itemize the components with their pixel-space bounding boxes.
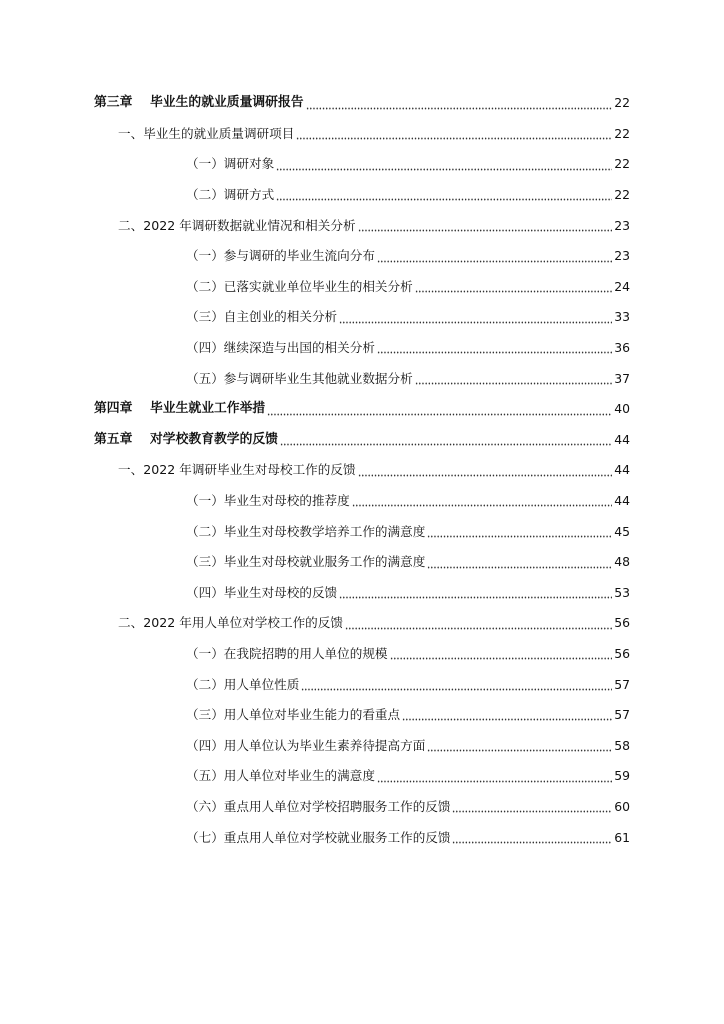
toc-section-entry[interactable] <box>0 608 724 639</box>
toc-dot-leader <box>390 650 613 660</box>
toc-chapter-title: 毕业生的就业质量调研报告 <box>150 95 304 111</box>
toc-page-number: 44 <box>614 493 630 509</box>
toc-chapter-entry[interactable] <box>0 394 724 425</box>
toc-dot-leader <box>427 559 612 569</box>
toc-chapter-title: 对学校教育教学的反馈 <box>150 431 278 447</box>
toc-page-number: 45 <box>614 523 630 539</box>
toc-entry-title: （三）自主创业的相关分析 <box>186 309 338 325</box>
toc-page-number: 56 <box>614 645 630 661</box>
toc-page-number: 44 <box>614 431 630 447</box>
toc-entry-title: （三）毕业生对母校就业服务工作的满意度 <box>186 554 426 570</box>
toc-dot-leader <box>452 803 612 813</box>
toc-subsection-entry[interactable] <box>0 700 724 731</box>
toc-subsection-entry[interactable] <box>0 486 724 517</box>
toc-subsection-entry[interactable] <box>0 149 724 180</box>
toc-subsection-entry[interactable] <box>0 669 724 700</box>
toc-subsection-entry[interactable] <box>0 272 724 303</box>
toc-page-number: 40 <box>614 401 630 417</box>
toc-entry-title: （六）重点用人单位对学校招聘服务工作的反馈 <box>186 798 451 814</box>
toc-page-number: 58 <box>614 737 630 753</box>
toc-entry-title: 一、毕业生的就业质量调研项目 <box>118 125 295 141</box>
toc-page-number: 56 <box>614 615 630 631</box>
toc-dot-leader <box>358 467 613 477</box>
toc-page-number: 23 <box>614 248 630 264</box>
toc-entry-title <box>94 401 265 417</box>
toc-page-number: 59 <box>614 768 630 784</box>
toc-page-number: 57 <box>614 707 630 723</box>
toc-entry-title: （二）用人单位性质 <box>186 676 300 692</box>
toc-page-number: 33 <box>614 309 630 325</box>
toc-dot-leader <box>306 100 613 110</box>
toc-dot-leader <box>352 497 613 507</box>
toc-subsection-entry[interactable] <box>0 792 724 823</box>
toc-entry-title: （四）用人单位认为毕业生素养待提高方面 <box>186 737 426 753</box>
toc-chapter-number: 第四章 <box>94 401 133 417</box>
toc-dot-leader <box>345 620 612 630</box>
toc-subsection-entry[interactable] <box>0 639 724 670</box>
toc-page-number: 57 <box>614 676 630 692</box>
toc-dot-leader <box>415 375 613 385</box>
toc-page-number: 23 <box>614 217 630 233</box>
toc-subsection-entry[interactable] <box>0 516 724 547</box>
toc-subsection-entry[interactable] <box>0 333 724 364</box>
toc-entry-title: 一、2022 年调研毕业生对母校工作的反馈 <box>118 462 356 478</box>
toc-section-entry[interactable] <box>0 119 724 150</box>
toc-subsection-entry[interactable] <box>0 730 724 761</box>
toc-page-number: 22 <box>614 156 630 172</box>
toc-chapter-title: 毕业生就业工作举措 <box>150 401 266 417</box>
toc-subsection-entry[interactable] <box>0 241 724 272</box>
toc-entry-title: （四）继续深造与出国的相关分析 <box>186 340 375 356</box>
toc-dot-leader <box>280 436 612 446</box>
toc-page-number: 44 <box>614 462 630 478</box>
toc-dot-leader <box>339 314 612 324</box>
toc-entry-title: 二、2022 年调研数据就业情况和相关分析 <box>118 217 356 233</box>
table-of-contents <box>0 88 724 853</box>
toc-entry-title: （一）参与调研的毕业生流向分布 <box>186 248 375 264</box>
toc-dot-leader <box>415 283 613 293</box>
toc-subsection-entry[interactable] <box>0 180 724 211</box>
toc-entry-title: （五）参与调研毕业生其他就业数据分析 <box>186 370 413 386</box>
toc-entry-title: （四）毕业生对母校的反馈 <box>186 584 338 600</box>
toc-entry-title: （三）用人单位对毕业生能力的看重点 <box>186 707 401 723</box>
toc-dot-leader <box>427 528 612 538</box>
toc-dot-leader <box>296 130 612 140</box>
toc-chapter-number: 第五章 <box>94 431 133 447</box>
toc-entry-title: （一）在我院招聘的用人单位的规模 <box>186 645 388 661</box>
toc-dot-leader <box>377 773 612 783</box>
toc-page-number: 22 <box>614 187 630 203</box>
toc-subsection-entry[interactable] <box>0 761 724 792</box>
toc-dot-leader <box>358 222 613 232</box>
toc-dot-leader <box>402 711 612 721</box>
toc-chapter-entry[interactable] <box>0 88 724 119</box>
toc-dot-leader <box>452 834 612 844</box>
toc-page-number: 53 <box>614 584 630 600</box>
toc-entry-title <box>94 95 304 111</box>
toc-entry-title: （二）毕业生对母校教学培养工作的满意度 <box>186 523 426 539</box>
toc-section-entry[interactable] <box>0 455 724 486</box>
toc-entry-title <box>94 432 278 448</box>
toc-section-entry[interactable] <box>0 210 724 241</box>
toc-dot-leader <box>276 191 612 201</box>
toc-dot-leader <box>276 161 612 171</box>
toc-chapter-number: 第三章 <box>94 95 133 111</box>
toc-subsection-entry[interactable] <box>0 547 724 578</box>
toc-subsection-entry[interactable] <box>0 578 724 609</box>
toc-entry-title: （七）重点用人单位对学校就业服务工作的反馈 <box>186 829 451 845</box>
toc-entry-title: （二）调研方式 <box>186 187 275 203</box>
toc-subsection-entry[interactable] <box>0 302 724 333</box>
toc-entry-title: （一）调研对象 <box>186 156 275 172</box>
toc-entry-title: （二）已落实就业单位毕业生的相关分析 <box>186 278 413 294</box>
toc-entry-title: （一）毕业生对母校的推荐度 <box>186 493 350 509</box>
toc-page-number: 61 <box>614 829 630 845</box>
toc-dot-leader <box>427 742 612 752</box>
toc-page-number: 36 <box>614 340 630 356</box>
toc-dot-leader <box>267 406 612 416</box>
toc-entry-title: 二、2022 年用人单位对学校工作的反馈 <box>118 615 343 631</box>
toc-dot-leader <box>339 589 612 599</box>
toc-page-number: 24 <box>614 278 630 294</box>
toc-page-number: 22 <box>614 95 630 111</box>
toc-page-number: 22 <box>614 125 630 141</box>
toc-dot-leader <box>301 681 612 691</box>
toc-dot-leader <box>377 344 612 354</box>
toc-dot-leader <box>377 253 612 263</box>
toc-subsection-entry[interactable] <box>0 363 724 394</box>
toc-page-number: 48 <box>614 554 630 570</box>
toc-chapter-entry[interactable] <box>0 425 724 456</box>
toc-entry-title: （五）用人单位对毕业生的满意度 <box>186 768 375 784</box>
toc-subsection-entry[interactable] <box>0 822 724 853</box>
toc-page-number: 37 <box>614 370 630 386</box>
toc-page-number: 60 <box>614 798 630 814</box>
